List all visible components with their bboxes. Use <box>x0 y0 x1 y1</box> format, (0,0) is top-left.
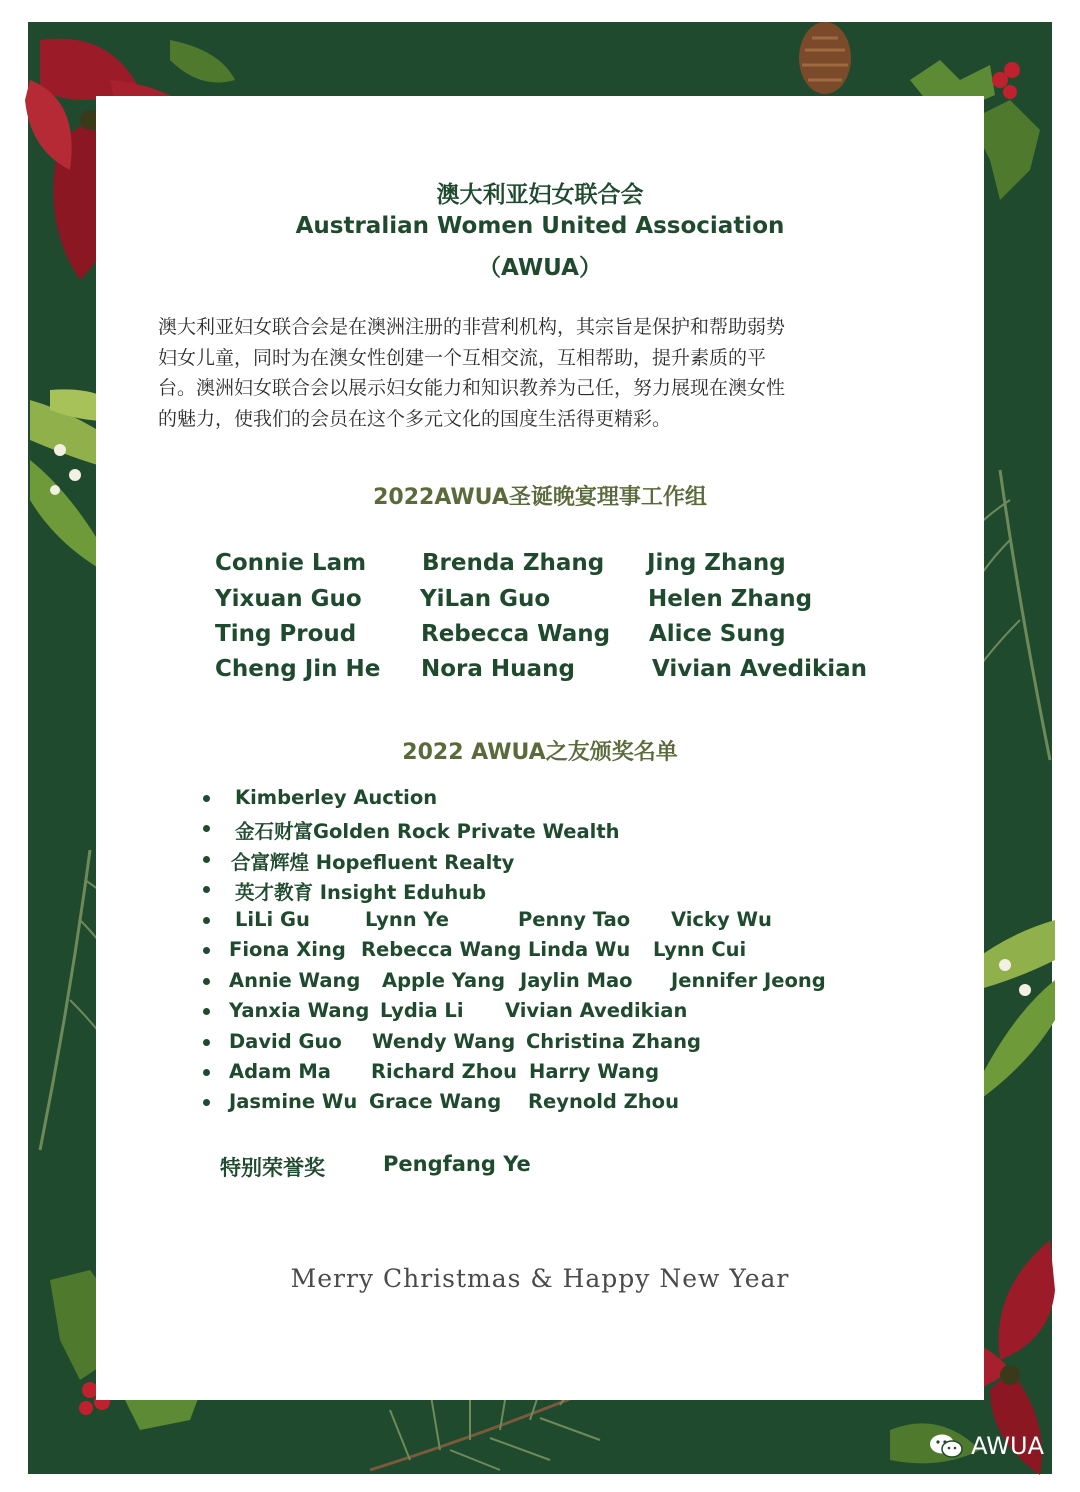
award-name: Adam Ma <box>229 1060 331 1083</box>
bullet-icon <box>203 825 210 832</box>
committee-name: Nora Huang <box>421 656 575 682</box>
org-title-zh: 澳大利亚妇女联合会 <box>436 182 644 208</box>
award-name: Vicky Wu <box>671 908 772 931</box>
watermark-text: AWUA <box>971 1432 1044 1460</box>
committee-name: Yixuan Guo <box>215 586 362 612</box>
bullet-icon <box>203 1008 210 1015</box>
award-name: Vivian Avedikian <box>505 999 688 1022</box>
bullet-icon <box>203 795 210 802</box>
award-name: Yanxia Wang <box>229 999 370 1022</box>
bullet-icon <box>203 886 210 893</box>
award-name: Apple Yang <box>382 969 506 992</box>
award-name: 英才教育 Insight Eduhub <box>235 881 487 904</box>
award-name: Annie Wang <box>229 969 361 992</box>
committee-name: Ting Proud <box>215 621 357 647</box>
committee-name: Connie Lam <box>215 550 367 576</box>
award-name: LiLi Gu <box>235 908 310 931</box>
award-name: Lynn Ye <box>365 908 449 931</box>
committee-name: Jing Zhang <box>647 550 786 576</box>
award-name: Reynold Zhou <box>528 1090 679 1113</box>
awards-heading: 2022 AWUA之友颁奖名单 <box>402 740 678 765</box>
org-abbreviation: （AWUA） <box>478 255 602 281</box>
committee-name: YiLan Guo <box>420 586 551 612</box>
award-name: Rebecca Wang <box>361 938 522 961</box>
award-name: Grace Wang <box>369 1090 502 1113</box>
committee-name: Cheng Jin He <box>215 656 381 682</box>
award-name: Harry Wang <box>529 1060 660 1083</box>
bullet-icon <box>203 856 210 863</box>
award-name: Fiona Xing <box>229 938 346 961</box>
award-name: Jennifer Jeong <box>671 969 826 992</box>
award-name: Jasmine Wu <box>229 1090 358 1113</box>
bullet-icon <box>203 947 210 954</box>
special-award-label: 特别荣誉奖 <box>220 1156 325 1180</box>
award-name: Lydia Li <box>380 999 464 1022</box>
award-name: Kimberley Auction <box>235 786 438 809</box>
award-name: Jaylin Mao <box>520 969 633 992</box>
special-award-name: Pengfang Ye <box>383 1152 531 1176</box>
award-name: Richard Zhou <box>371 1060 517 1083</box>
committee-name: Vivian Avedikian <box>652 656 868 682</box>
pinecone-icon <box>790 20 860 100</box>
award-name: 合富辉煌 Hopefluent Realty <box>231 851 515 874</box>
award-name: Penny Tao <box>518 908 631 931</box>
bullet-icon <box>203 1069 210 1076</box>
watermark <box>929 1432 1044 1460</box>
intro-line: 的魅力，使我们的会员在这个多元文化的国度生活得更精彩。 <box>158 407 672 430</box>
committee-heading: 2022AWUA圣诞晚宴理事工作组 <box>373 485 707 510</box>
bullet-icon <box>203 1039 210 1046</box>
org-title-en: Australian Women United Association <box>295 213 785 239</box>
committee-name: Brenda Zhang <box>422 550 605 576</box>
committee-name: Alice Sung <box>649 621 786 647</box>
wechat-icon <box>929 1433 963 1459</box>
award-name: 金石财富Golden Rock Private Wealth <box>235 820 620 843</box>
committee-name: Rebecca Wang <box>421 621 611 647</box>
award-name: Christina Zhang <box>526 1030 701 1053</box>
award-name: David Guo <box>229 1030 342 1053</box>
intro-paragraph <box>158 312 898 434</box>
award-name: Wendy Wang <box>372 1030 516 1053</box>
greeting-text: Merry Christmas & Happy New Year <box>290 1264 790 1293</box>
intro-line: 妇女儿童，同时为在澳女性创建一个互相交流，互相帮助，提升素质的平 <box>158 346 767 369</box>
intro-line: 台。澳洲妇女联合会以展示妇女能力和知识教养为己任，努力展现在澳女性 <box>158 377 786 399</box>
award-name: Lynn Cui <box>653 938 747 961</box>
award-name: Linda Wu <box>528 938 631 961</box>
committee-name: Helen Zhang <box>648 586 813 612</box>
bullet-icon <box>203 917 210 924</box>
intro-line: 澳大利亚妇女联合会是在澳洲注册的非营利机构，其宗旨是保护和帮助弱势 <box>158 316 786 338</box>
bullet-icon <box>203 978 210 985</box>
bullet-icon <box>203 1099 210 1106</box>
